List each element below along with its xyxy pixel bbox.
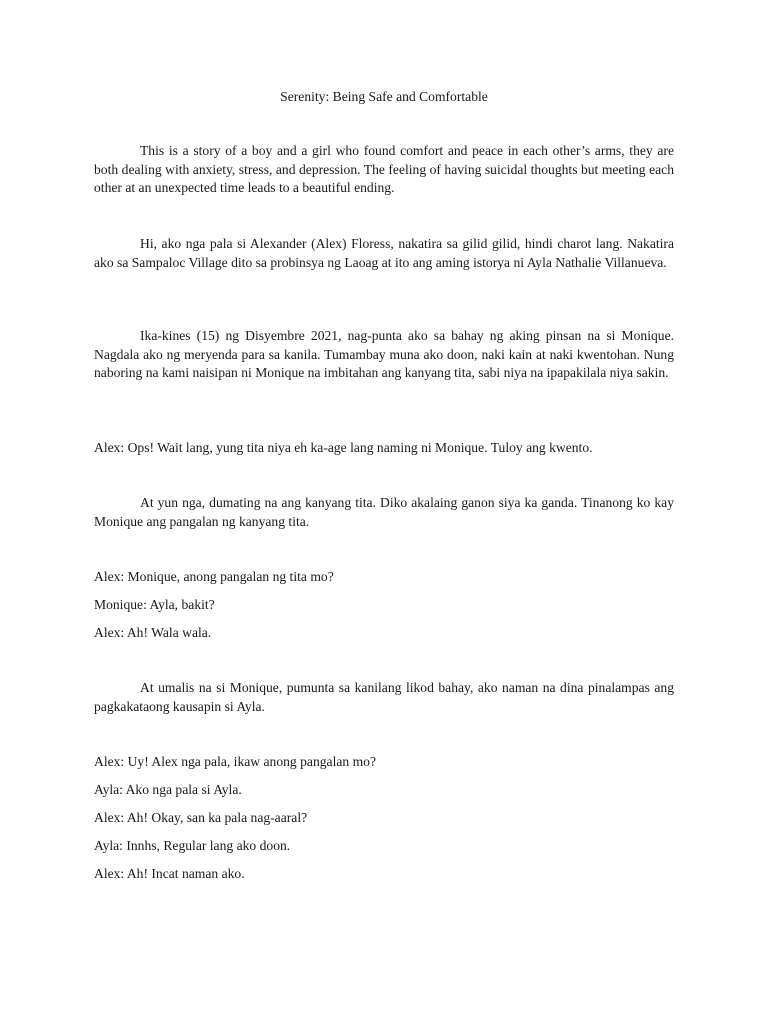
- dialogue-line: Alex: Ah! Wala wala.: [94, 625, 212, 640]
- paragraph-monique-leaves: At umalis na si Monique, pumunta sa kanilang likod bahay, ako naman na dina pinalampas ang pagkakataong kausapin si Ayla.: [94, 680, 674, 714]
- dialogue-line: Alex: Uy! Alex nga pala, ikaw anong pangalan mo?: [94, 754, 376, 769]
- dialogue-line: Alex: Monique, anong pangalan ng tita mo?: [94, 569, 334, 584]
- paragraph-intro: This is a story of a boy and a girl who found comfort and peace in each other’s arms, they are both dealing with anxiety, stress, and depression. The feeling of having suicidal thoughts but meeting each other at an unexpected time leads to a beautiful ending.: [94, 143, 674, 195]
- dialogue-line: Alex: Ah! Incat naman ako.: [94, 866, 245, 881]
- dialogue-line: Alex: Ops! Wait lang, yung tita niya eh ka-age lang naming ni Monique. Tuloy ang kwento.: [94, 440, 593, 455]
- dialogue-line: Monique: Ayla, bakit?: [94, 597, 215, 612]
- paragraph-visit: Ika-kines (15) ng Disyembre 2021, nag-punta ako sa bahay ng aking pinsan na si Monique. Nagdala ako ng meryenda para sa kanila. Tumambay muna ako doon, naki kain at naki kwentohan. Nung naboring na kami naisipan ni Monique na imbitahan ang kanyang tita, sabi niya na ipapakilala niya sakin.: [94, 328, 674, 380]
- dialogue-line: Ayla: Ako nga pala si Ayla.: [94, 782, 242, 797]
- paragraph-alex-intro: Hi, ako nga pala si Alexander (Alex) Floress, nakatira sa gilid gilid, hindi charot lang. Nakatira ako sa Sampaloc Village dito sa probinsya ng Laoag at ito ang aming istorya ni Ayla Nathalie Villanueva.: [94, 236, 674, 270]
- paragraph-tita-arrives: At yun nga, dumating na ang kanyang tita. Diko akalaing ganon siya ka ganda. Tinanong ko kay Monique ang pangalan ng kanyang tita.: [94, 495, 674, 529]
- dialogue-line: Alex: Ah! Okay, san ka pala nag-aaral?: [94, 810, 308, 825]
- document-title: Serenity: Being Safe and Comfortable: [280, 89, 488, 104]
- dialogue-line: Ayla: Innhs, Regular lang ako doon.: [94, 838, 291, 853]
